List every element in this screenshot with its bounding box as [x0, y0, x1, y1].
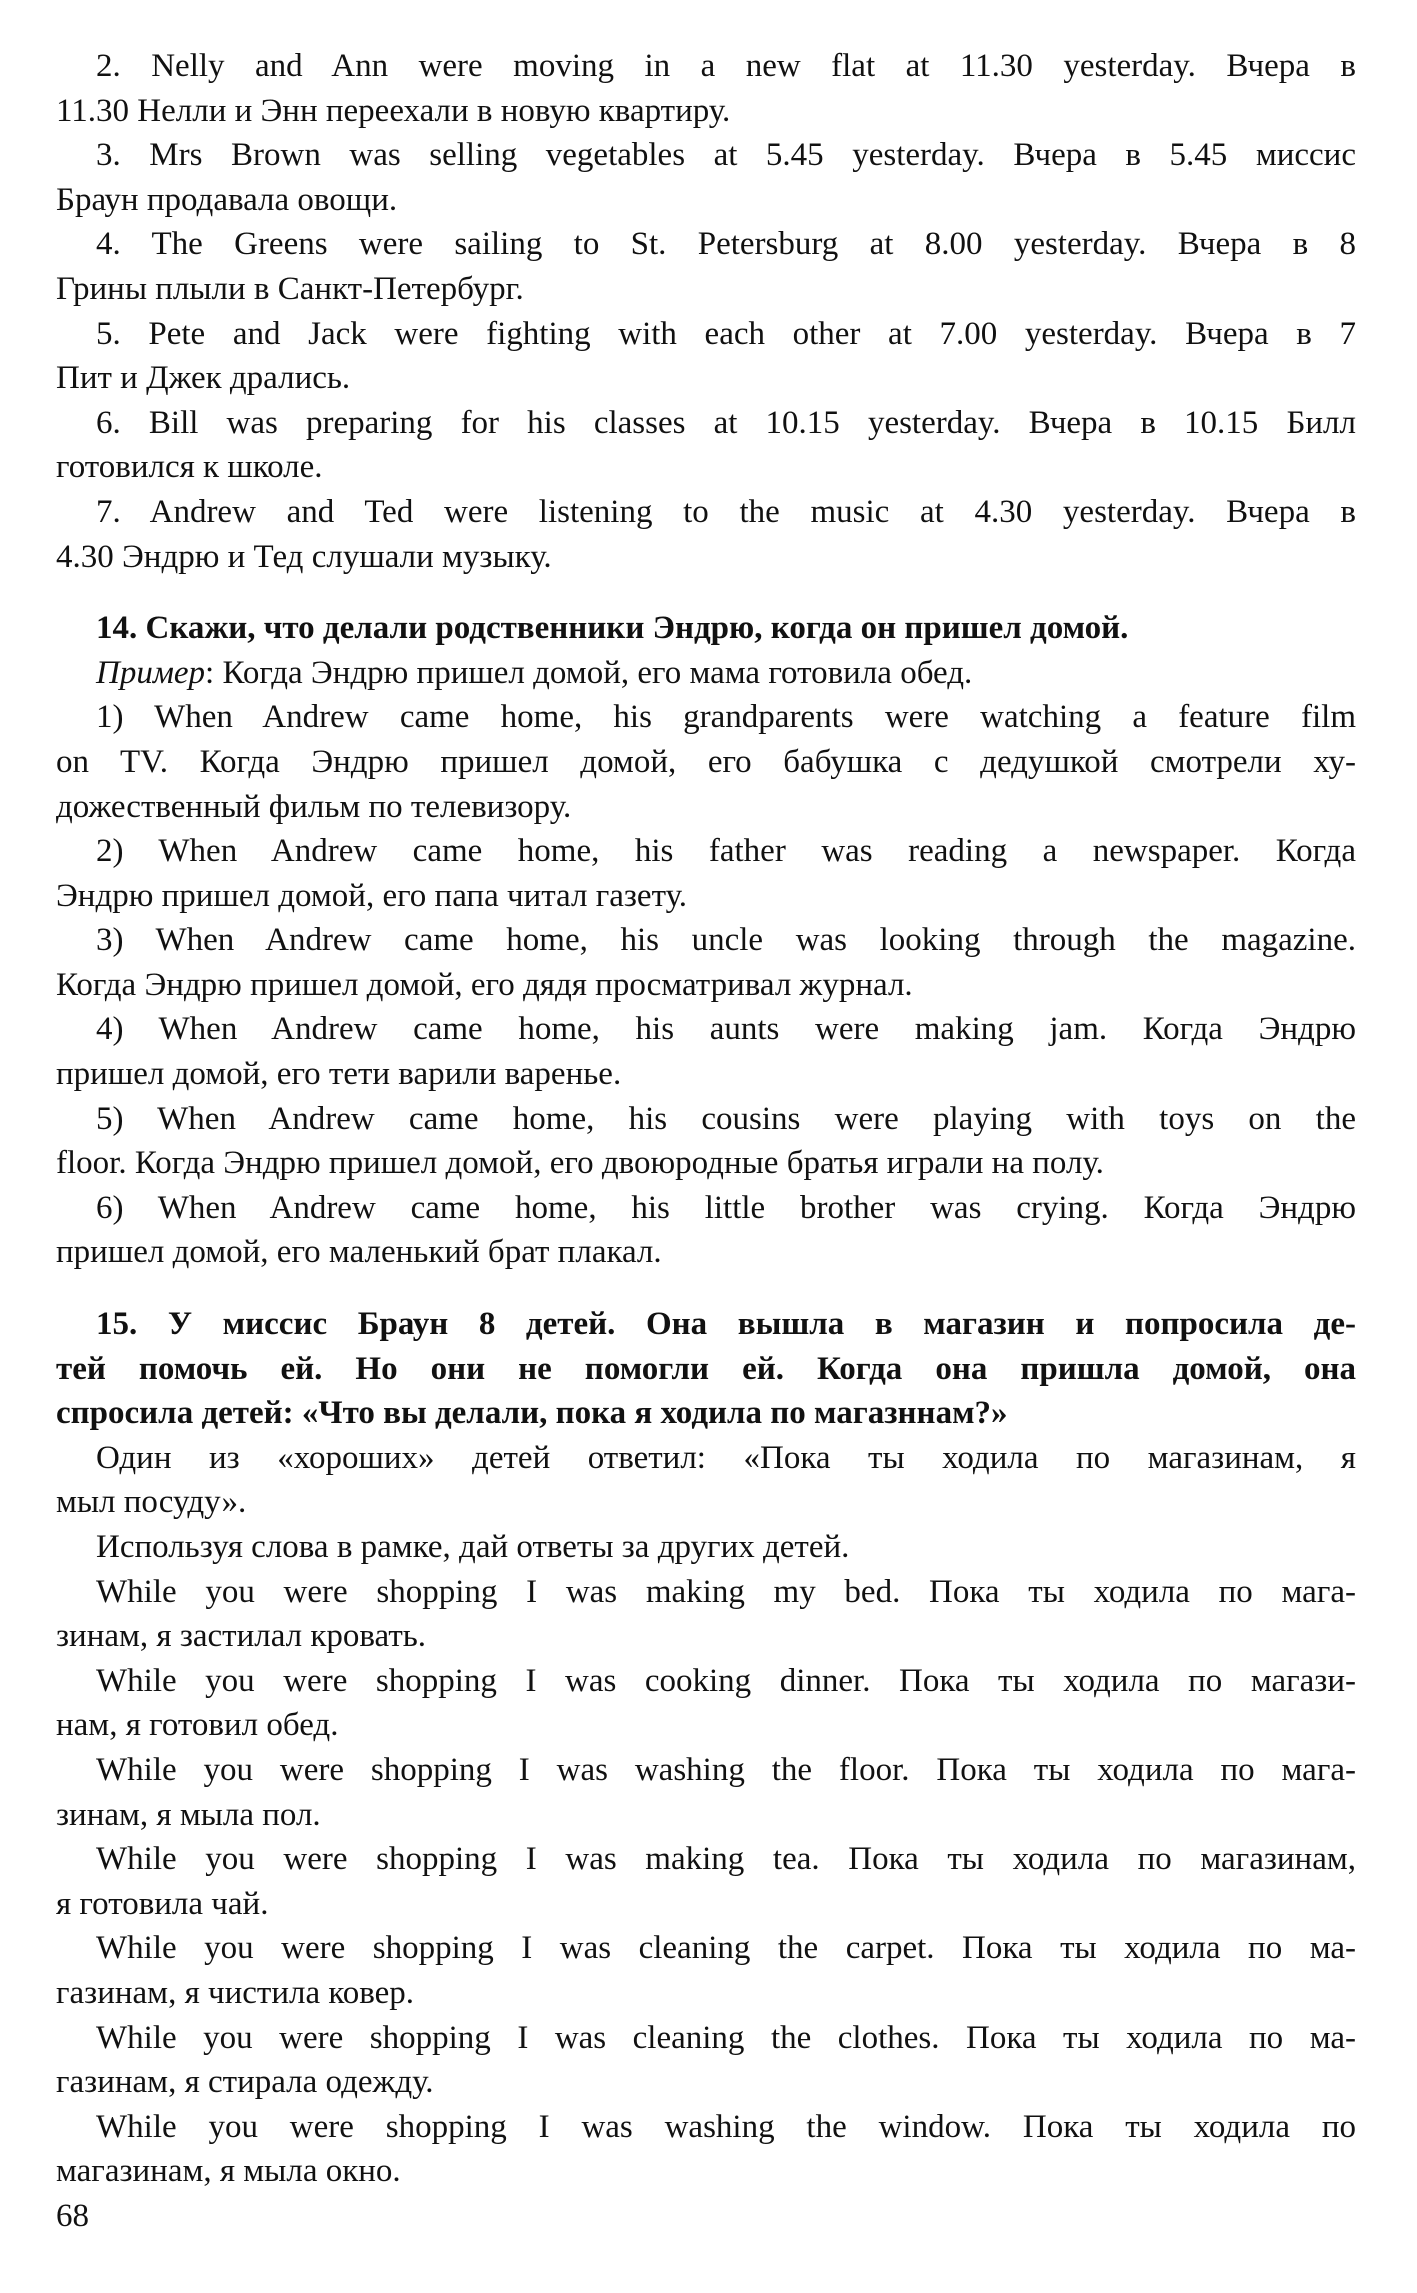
book-page-text [56, 44, 1356, 2194]
text-line: пришел домой, его тети варили варенье. [56, 1056, 622, 1093]
text-line: пришел домой, его маленький брат плакал. [56, 1234, 662, 1271]
text-line: Когда Эндрю пришел домой, его дядя просматривал журнал. [56, 966, 913, 1003]
text-line: Один из «хороших» детей ответил: «Пока ты ходила по магазинам, я [96, 1439, 1356, 1476]
paragraph [56, 1007, 1356, 1096]
text-line: Браун продавала овощи. [56, 181, 398, 218]
text-line: While you were shopping I was cooking dinner. Пока ты ходила по магази- [96, 1662, 1356, 1699]
text-line: 5. Pete and Jack were fighting with each other at 7.00 yesterday. Вчера в 7 [96, 315, 1356, 352]
example-label: Пример [96, 654, 206, 691]
paragraph [56, 1097, 1356, 1186]
text-line: Эндрю пришел домой, его папа читал газету. [56, 877, 688, 914]
paragraph [56, 401, 1356, 490]
paragraph [56, 829, 1356, 918]
paragraph [56, 1748, 1356, 1837]
text-line: While you were shopping I was making tea. Пока ты ходила по магазинам, [96, 1841, 1356, 1878]
text-line: 3. Mrs Brown was selling vegetables at 5.45 yesterday. Вчера в 5.45 миссис [96, 137, 1356, 174]
text-line: 14. Скажи, что делали родственники Эндрю, когда он пришел домой. [96, 610, 1129, 647]
paragraph [56, 133, 1356, 222]
paragraph [56, 1570, 1356, 1659]
text-line: floor. Когда Эндрю пришел домой, его двоюродные братья играли на полу. [56, 1145, 1104, 1182]
text-line: магазинам, я мыла окно. [56, 2153, 401, 2190]
text-line: 2. Nelly and Ann were moving in a new flat at 11.30 yesterday. Вчера в [96, 48, 1356, 84]
text-line: on TV. Когда Эндрю пришел домой, его бабушка с дедушкой смотрели ху- [56, 743, 1356, 780]
exercise-heading [56, 1302, 1356, 1436]
text-line: нам, я готовил обед. [56, 1707, 339, 1744]
text-line: спросила детей: «Что вы делали, пока я ходила по магазннам?» [56, 1395, 1008, 1432]
text-line: While you were shopping I was washing the window. Пока ты ходила по [96, 2108, 1356, 2145]
text-line: зинам, я застилал кровать. [56, 1618, 427, 1655]
paragraph [56, 918, 1356, 1007]
text-line: Грины плыли в Санкт-Петербург. [56, 270, 524, 307]
paragraph [56, 490, 1356, 579]
text-line: While you were shopping I was cleaning the clothes. Пока ты ходила по ма- [96, 2019, 1356, 2056]
text-line: дожественный фильм по телевизору. [56, 788, 572, 825]
paragraph [56, 1837, 1356, 1926]
text-line: While you were shopping I was cleaning the carpet. Пока ты ходила по ма- [96, 1930, 1356, 1967]
text-line: тей помочь ей. Но они не помогли ей. Когда она пришла домой, она [56, 1350, 1356, 1387]
text-line: 11.30 Нелли и Энн переехали в новую квартиру. [56, 92, 731, 129]
text-line: газинам, я стирала одежду. [56, 2064, 434, 2101]
text-line: 15. У миссис Браун 8 детей. Она вышла в магазин и попросила де- [96, 1306, 1356, 1343]
text-line: 4. The Greens were sailing to St. Petersburg at 8.00 yesterday. Вчера в 8 [96, 226, 1356, 263]
paragraph [56, 44, 1356, 133]
paragraph [56, 695, 1356, 829]
text-line: Используя слова в рамке, дай ответы за других детей. [96, 1529, 850, 1565]
text-line: 7. Andrew and Ted were listening to the music at 4.30 yesterday. Вчера в [96, 493, 1356, 530]
text-line: 2) When Andrew came home, his father was reading a newspaper. Когда [96, 833, 1356, 870]
text-line: 3) When Andrew came home, his uncle was looking through the magazine. [96, 922, 1356, 959]
exercise-heading [56, 606, 1356, 651]
text-line: 4) When Andrew came home, his aunts were making jam. Когда Эндрю [96, 1011, 1356, 1048]
paragraph [56, 1436, 1356, 1525]
text-line: готовился к школе. [56, 449, 323, 486]
text-line: мыл посуду». [56, 1484, 247, 1521]
example-paragraph [56, 651, 1356, 696]
paragraph [56, 1525, 1356, 1570]
text-line: While you were shopping I was washing the floor. Пока ты ходила по мага- [96, 1751, 1356, 1788]
text-line: 1) When Andrew came home, his grandparents were watching a feature film [96, 699, 1356, 736]
text-line: 6) When Andrew came home, his little brother was crying. Когда Эндрю [96, 1189, 1356, 1226]
paragraph [56, 312, 1356, 401]
paragraph [56, 2105, 1356, 2194]
page-number: 68 [56, 2198, 89, 2234]
paragraph [56, 222, 1356, 311]
paragraph [56, 1186, 1356, 1275]
text-line: Пит и Джек дрались. [56, 360, 351, 397]
text-line: 5) When Andrew came home, his cousins were playing with toys on the [96, 1100, 1356, 1137]
example-text: : Когда Эндрю пришел домой, его мама готовила обед. [205, 654, 973, 691]
text-line: 4.30 Эндрю и Тед слушали музыку. [56, 538, 552, 575]
text-line: газинам, я чистила ковер. [56, 1974, 414, 2011]
paragraph [56, 1659, 1356, 1748]
text-line: While you were shopping I was making my bed. Пока ты ходила по мага- [96, 1573, 1356, 1610]
text-line: зинам, я мыла пол. [56, 1796, 321, 1833]
text-line: я готовила чай. [56, 1885, 269, 1922]
paragraph [56, 2016, 1356, 2105]
text-line [56, 651, 1356, 696]
paragraph [56, 1926, 1356, 2015]
text-line: 6. Bill was preparing for his classes at 10.15 yesterday. Вчера в 10.15 Билл [96, 404, 1356, 441]
